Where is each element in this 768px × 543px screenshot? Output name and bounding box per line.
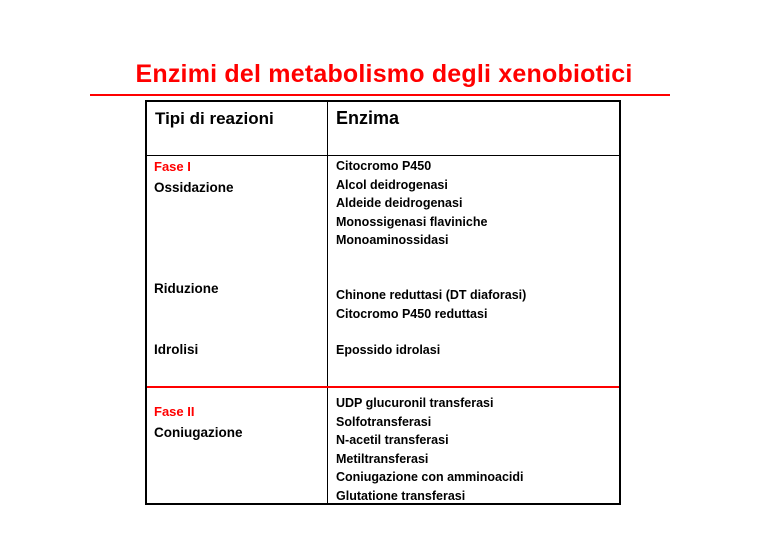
enzyme-item: Epossido idrolasi xyxy=(336,343,441,357)
enzyme-item: Monoaminossidasi xyxy=(336,233,449,248)
enzymes-idrolisi xyxy=(336,341,440,360)
page-title: Enzimi del metabolismo degli xenobiotici xyxy=(135,60,633,88)
phase2-label: Fase II xyxy=(154,404,195,419)
reaction-type-idrolisi: Idrolisi xyxy=(154,342,199,357)
column-divider xyxy=(327,102,328,503)
enzyme-item: Monossigenasi flaviniche xyxy=(336,214,488,229)
enzymes-ossidazione xyxy=(336,157,487,250)
enzyme-item: Citocromo P450 xyxy=(336,159,432,173)
enzyme-item: Citocromo P450 reduttasi xyxy=(336,306,488,321)
header-enzyme: Enzima xyxy=(336,108,400,128)
enzyme-item: Chinone reduttasi (DT diaforasi) xyxy=(336,288,527,302)
title-underline xyxy=(90,94,670,96)
enzyme-item: Solfotransferasi xyxy=(336,414,432,429)
reaction-type-ossidazione: Ossidazione xyxy=(154,180,234,195)
enzyme-item: Glutatione transferasi xyxy=(336,488,466,503)
phase-divider xyxy=(147,386,619,388)
enzymes-coniugazione xyxy=(336,394,524,506)
reaction-type-riduzione: Riduzione xyxy=(154,281,219,296)
enzyme-item: N-acetil transferasi xyxy=(336,433,449,448)
enzyme-item: Coniugazione con amminoacidi xyxy=(336,470,524,485)
enzyme-table xyxy=(145,100,621,505)
header-divider xyxy=(147,155,619,156)
enzyme-item: Metiltransferasi xyxy=(336,451,429,466)
enzymes-riduzione xyxy=(336,286,526,323)
enzyme-item: UDP glucuronil transferasi xyxy=(336,396,494,410)
phase1-label: Fase I xyxy=(154,159,191,174)
enzyme-item: Alcol deidrogenasi xyxy=(336,177,448,192)
enzyme-item: Aldeide deidrogenasi xyxy=(336,196,463,211)
header-reaction-types: Tipi di reazioni xyxy=(155,109,274,128)
reaction-type-coniugazione: Coniugazione xyxy=(154,425,243,440)
